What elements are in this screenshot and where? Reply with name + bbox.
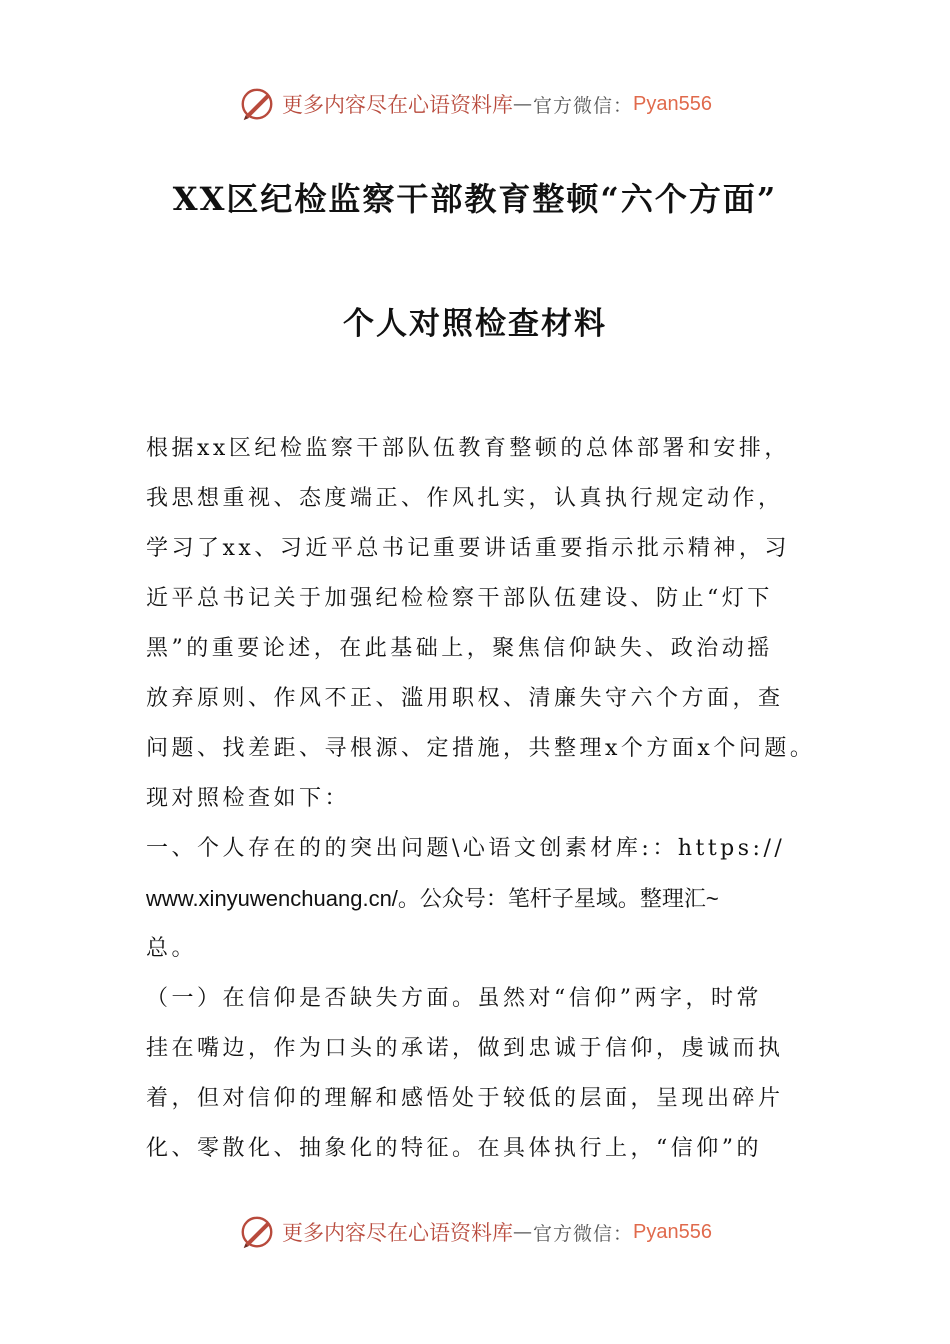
- banner-dash: —: [513, 1221, 533, 1243]
- footer-banner: [0, 1212, 950, 1252]
- body-line: 根据xx区纪检监察干部队伍教育整顿的总体部署和安排，: [146, 436, 790, 461]
- header-banner: [0, 84, 950, 124]
- banner-site-text: 更多内容尽在心语资料库: [282, 1221, 513, 1245]
- body-line: 着，但对信仰的理解和感悟处于较低的层面，呈现出碎片: [146, 1086, 784, 1111]
- document-title-line1: XX区纪检监察干部教育整顿“六个方面”: [172, 180, 778, 218]
- pen-logo-icon: [238, 1213, 276, 1251]
- body-line: 学习了xx、习近平总书记重要讲话重要指示批示精神，习: [146, 536, 790, 561]
- body-line: 近平总书记关于加强纪检检察干部队伍建设、防止“灯下: [146, 586, 773, 611]
- body-line-url: www.xinyuwenchuang.cn/。公众号：笔杆子星域。整理汇~: [146, 886, 719, 911]
- banner-site-text: 更多内容尽在心语资料库: [282, 93, 513, 117]
- body-line: 总。: [146, 936, 198, 961]
- body-line: 化、零散化、抽象化的特征。在具体执行上，“信仰”的: [146, 1136, 762, 1161]
- body-line: 现对照检查如下：: [146, 786, 351, 811]
- body-line: （一）在信仰是否缺失方面。虽然对“信仰”两字，时常: [146, 986, 762, 1011]
- banner-contact-label: 官方微信：: [533, 1222, 634, 1245]
- banner-dash: —: [513, 93, 533, 115]
- banner-wechat-id: Pyan556: [633, 92, 712, 115]
- pen-logo-icon: [238, 85, 276, 123]
- body-line: 放弃原则、作风不正、滥用职权、清廉失守六个方面，查: [146, 686, 784, 711]
- body-line: 挂在嘴边，作为口头的承诺，做到忠诚于信仰，虔诚而执: [146, 1036, 784, 1061]
- body-line: 黑”的重要论述，在此基础上，聚焦信仰缺失、政治动摇: [146, 636, 773, 661]
- body-line: 一、个人存在的的突出问题\心语文创素材库:：https://: [146, 836, 786, 861]
- banner-contact-label: 官方微信：: [533, 94, 634, 117]
- document-body: [146, 424, 816, 1174]
- body-line: 问题、找差距、寻根源、定措施，共整理x个方面x个问题。: [146, 736, 816, 761]
- document-title-line2: 个人对照检查材料: [343, 306, 607, 342]
- body-line: 我思想重视、态度端正、作风扎实，认真执行规定动作，: [146, 486, 784, 511]
- banner-wechat-id: Pyan556: [633, 1220, 712, 1243]
